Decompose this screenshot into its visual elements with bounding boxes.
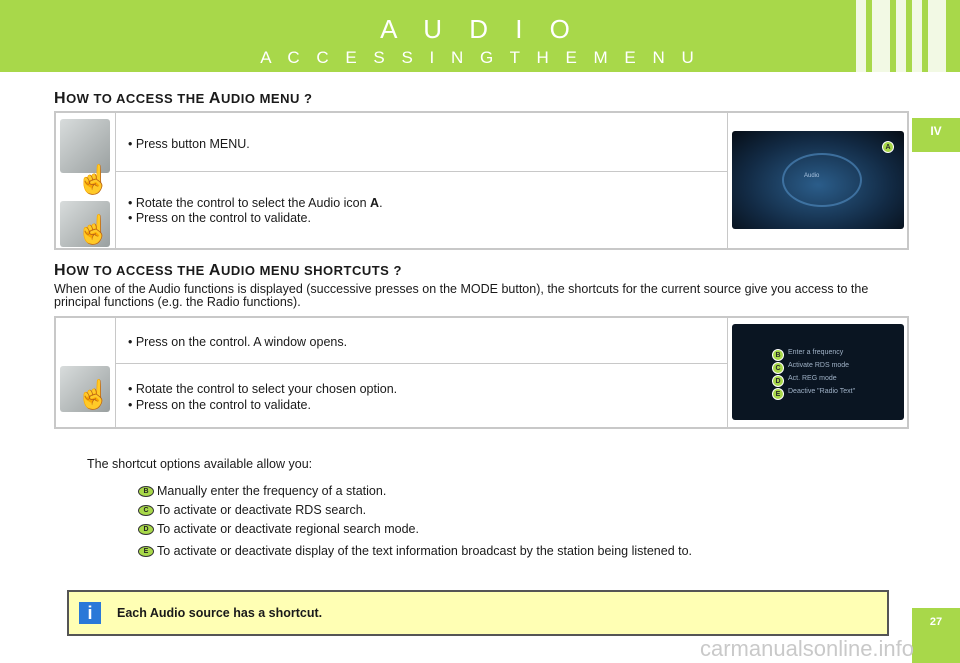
audio-menu-steps-box	[54, 111, 909, 250]
chapter-tab: IV	[912, 118, 960, 152]
marker-d: D	[772, 375, 784, 387]
section-heading-audio-menu: HOW TO ACCESS THE AUDIO MENU ?	[54, 90, 313, 107]
shortcuts-description: When one of the Audio functions is displayed (successive presses on the MODE button), the shortcuts for the current source give you access to the principal functions (e.g. the Radio functions).	[54, 282, 869, 309]
marker-e: E	[772, 388, 784, 400]
step-rotate-select-audio: • Rotate the control to select the Audio icon A.	[128, 196, 383, 210]
shortcuts-screen-panel	[727, 318, 907, 427]
option-item: B Manually enter the frequency of a station.	[138, 484, 386, 498]
option-badge: D	[138, 524, 154, 535]
row-divider	[116, 363, 727, 364]
info-note	[67, 590, 889, 636]
option-badge: E	[138, 546, 154, 557]
info-text: Each Audio source has a shortcut.	[117, 606, 323, 620]
marker-c: C	[772, 362, 784, 374]
shortcuts-screen: Enter a frequency Activate RDS mode Act. REG mode Deactive "Radio Text"	[732, 324, 904, 420]
info-icon: i	[79, 602, 101, 624]
control-illustrations	[56, 318, 116, 427]
option-item: D To activate or deactivate regional search mode.	[138, 522, 419, 536]
step-validate: • Press on the control to validate.	[128, 398, 311, 412]
marker-a: A	[882, 141, 894, 153]
page-subtitle: A C C E S S I N G T H E M E N U	[260, 48, 700, 67]
option-badge: B	[138, 486, 154, 497]
option-badge: C	[138, 505, 154, 516]
shortcuts-steps-box	[54, 316, 909, 429]
page-title: A U D I O	[380, 14, 580, 44]
control-illustrations	[56, 113, 116, 248]
hand-rotate-icon: ☝	[76, 214, 111, 245]
section-heading-shortcuts: HOW TO ACCESS THE AUDIO MENU SHORTCUTS ?	[54, 262, 402, 279]
hand-press-icon: ☝	[76, 164, 111, 195]
options-intro: The shortcut options available allow you:	[87, 457, 313, 471]
watermark: carmanualsonline.info	[700, 636, 915, 661]
row-divider	[116, 171, 727, 172]
audio-menu-screen-panel	[727, 113, 907, 248]
audio-menu-screen: Audio	[732, 131, 904, 229]
step-validate: • Press on the control to validate.	[128, 211, 311, 225]
marker-b: B	[772, 349, 784, 361]
option-item: E To activate or deactivate display of the text information broadcast by the station being listened to.	[138, 544, 692, 558]
step-rotate-select-option: • Rotate the control to select your chosen option.	[128, 382, 398, 396]
option-item: C To activate or deactivate RDS search.	[138, 503, 366, 517]
step-press-menu: • Press button MENU.	[128, 137, 250, 151]
step-press-control: • Press on the control. A window opens.	[128, 335, 348, 349]
page-number: 27	[912, 608, 960, 663]
page-header	[0, 0, 960, 72]
hand-rotate-icon: ☝	[76, 379, 111, 410]
